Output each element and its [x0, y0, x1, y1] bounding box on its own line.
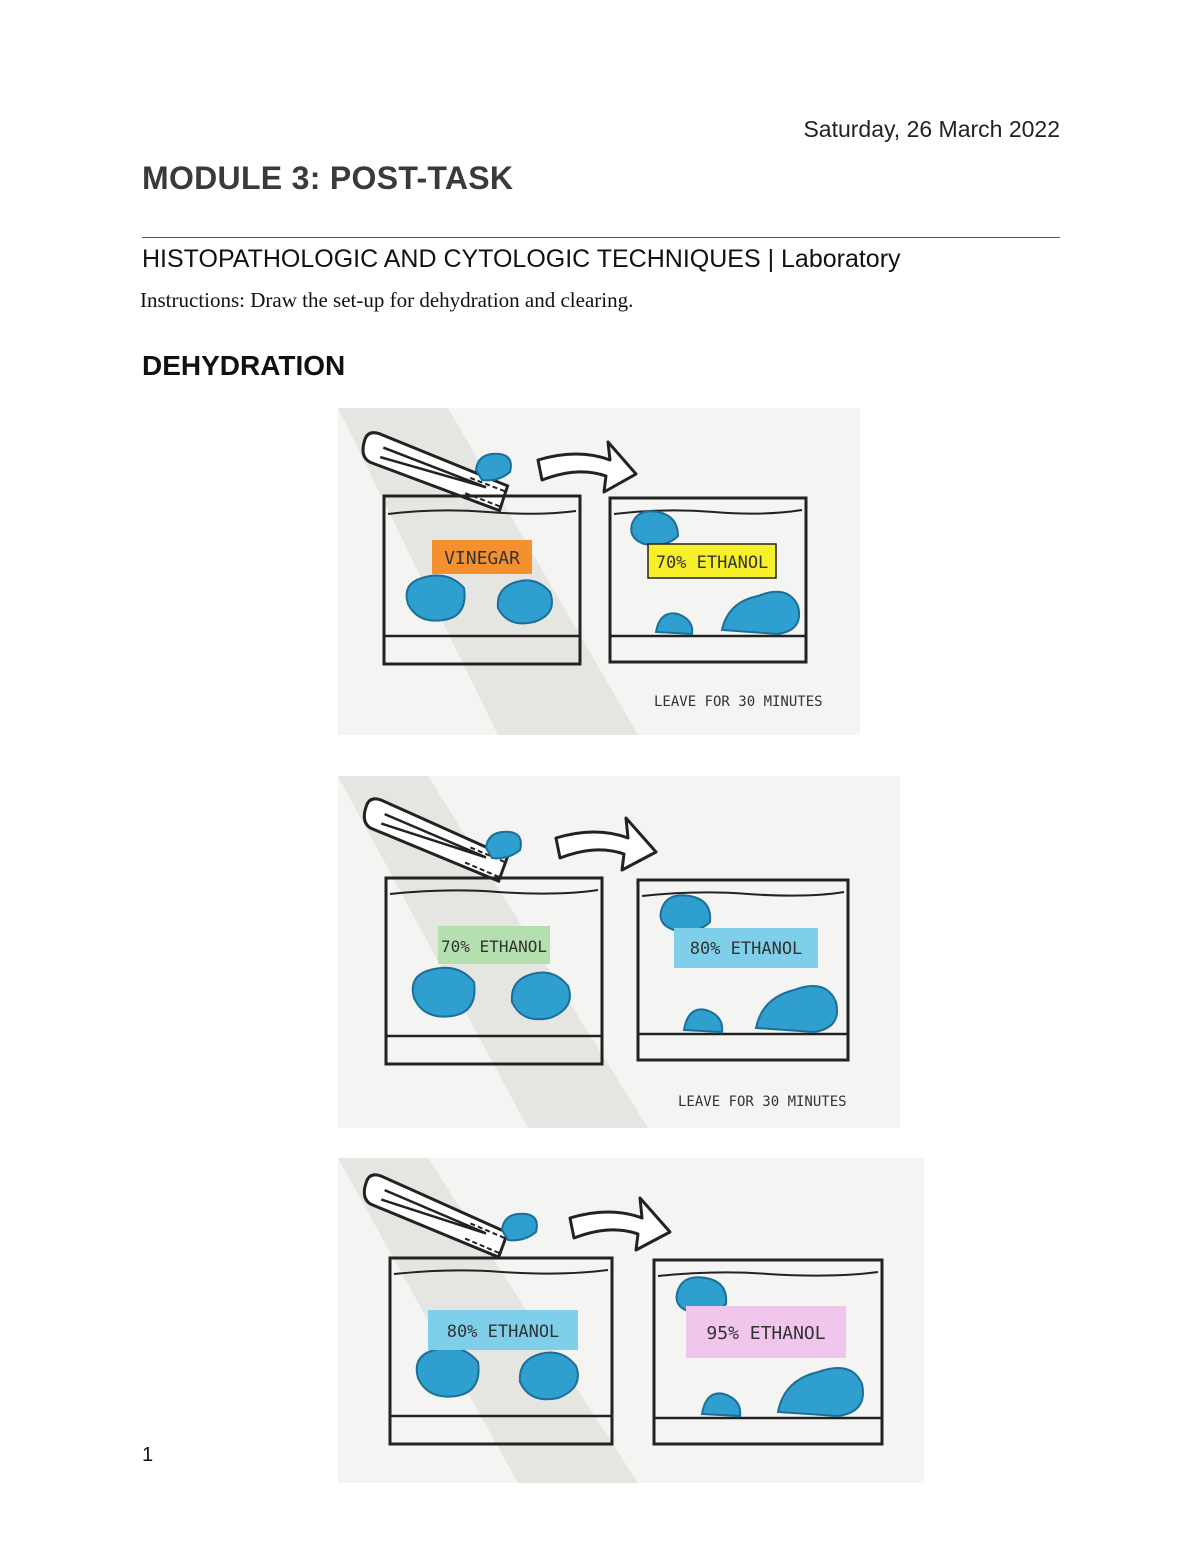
- label-to-text: 80% ETHANOL: [689, 939, 803, 959]
- label-from-text: 80% ETHANOL: [446, 1322, 560, 1342]
- drawing-step-3: [338, 1158, 924, 1483]
- label-to: [648, 544, 776, 578]
- title-divider: [142, 237, 1060, 238]
- step-note: LEAVE FOR 30 MINUTES: [678, 1094, 847, 1110]
- step-1-illustration: [338, 408, 860, 735]
- page-number: 1: [142, 1444, 154, 1466]
- label-to: [674, 928, 818, 968]
- drawing-step-1: [338, 408, 860, 735]
- course-subtitle: HISTOPATHOLOGIC AND CYTOLOGIC TECHNIQUES | Laboratory: [142, 245, 901, 273]
- label-from-text: 70% ETHANOL: [441, 937, 547, 956]
- step-3-illustration: [338, 1158, 924, 1483]
- label-to-text: 70% ETHANOL: [655, 553, 769, 573]
- step-note: LEAVE FOR 30 MINUTES: [654, 694, 823, 710]
- label-from: [438, 926, 550, 964]
- drawing-step-2: [338, 776, 900, 1128]
- instructions: Instructions: Draw the set-up for dehydration and clearing.: [140, 288, 634, 312]
- label-from-text: VINEGAR: [444, 548, 520, 569]
- label-from: [432, 540, 532, 574]
- label-to-text: 95% ETHANOL: [706, 1323, 826, 1344]
- label-to: [686, 1306, 846, 1358]
- label-from: [428, 1310, 578, 1350]
- section-title: DEHYDRATION: [142, 350, 346, 381]
- page-title: MODULE 3: POST-TASK: [142, 160, 514, 196]
- date: Saturday, 26 March 2022: [803, 116, 1060, 142]
- step-2-illustration: [338, 776, 900, 1128]
